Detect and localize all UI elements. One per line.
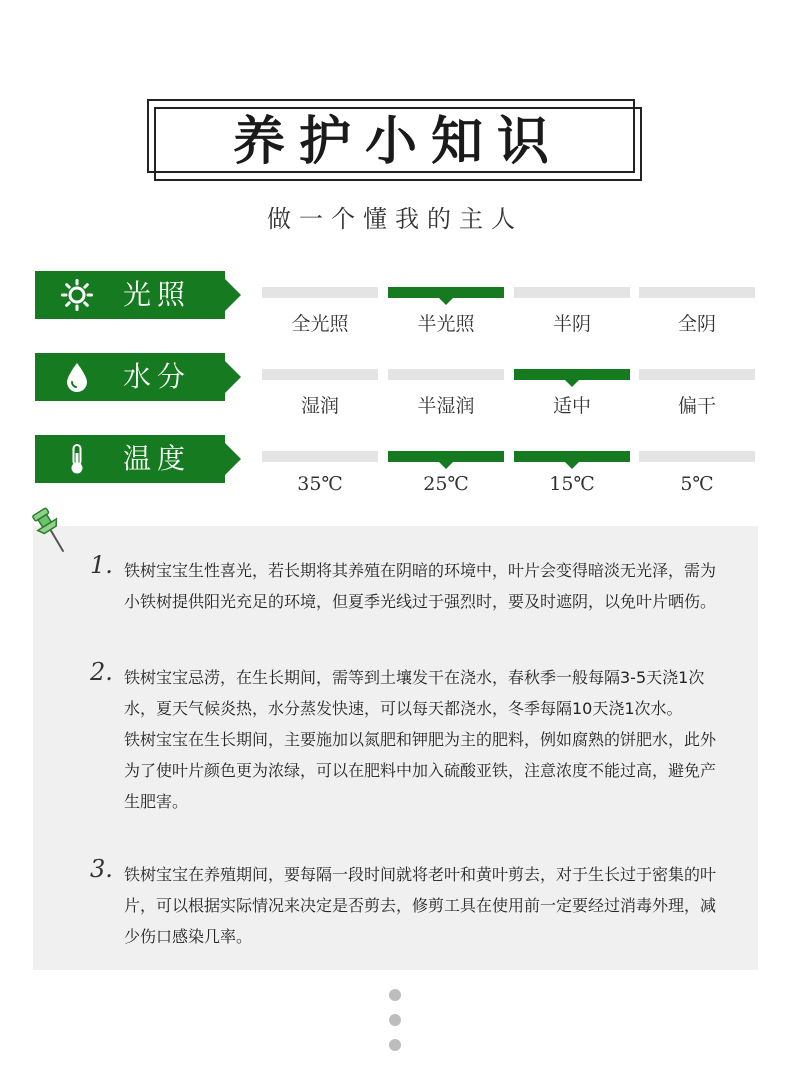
option-bar — [514, 287, 630, 298]
option-bar-selected — [514, 369, 630, 380]
tip-paragraph: 铁树宝宝忌涝，在生长期间，需等到土壤发干在浇水，春秋季一般每隔3-5天浇1次水，夏天气候炎热，水分蒸发快速，可以每天都浇水，冬季每隔10天浇1次水。 — [124, 668, 705, 718]
option-5c — [639, 451, 755, 501]
sun-icon — [61, 279, 93, 311]
tip-body — [124, 662, 724, 817]
option-label: 湿润 — [300, 395, 339, 417]
option-label: 适中 — [552, 395, 591, 417]
attribute-label: 光照 — [123, 278, 192, 311]
tip-paragraph: 铁树宝宝在养殖期间，要每隔一段时间就将老叶和黄叶剪去，对于生长过于密集的叶片，可以根据实际情况来决定是否剪去，修剪工具在使用前一定要经过消毒外理，减少伤口感染几率。 — [124, 865, 717, 946]
option-label: 偏干 — [677, 395, 716, 417]
option-bar — [639, 451, 755, 462]
option-35c — [262, 451, 378, 501]
attribute-row-light — [0, 271, 790, 335]
attribute-tab-light — [35, 271, 225, 319]
attribute-label: 水分 — [123, 360, 192, 393]
option-bar — [262, 369, 378, 380]
tip-body — [124, 859, 724, 952]
option-semi-moist — [388, 369, 504, 419]
option-label: 半光照 — [417, 313, 475, 335]
page-title: 养护小知识 — [232, 110, 563, 172]
decorative-dot — [389, 989, 401, 1001]
option-bar-selected — [514, 451, 630, 462]
option-moderate — [514, 369, 630, 419]
page-subtitle: 做一个懂我的主人 — [267, 205, 523, 233]
tip-number: 2. — [90, 658, 113, 686]
tip-number: 3. — [90, 855, 113, 883]
option-15c — [514, 451, 630, 501]
decorative-dot — [389, 1039, 401, 1051]
attribute-tab-water — [35, 353, 225, 401]
option-label: 25℃ — [423, 473, 469, 495]
option-partial-sun — [388, 287, 504, 337]
attribute-tab-temperature — [35, 435, 225, 483]
water-drop-icon — [61, 361, 93, 393]
tip-paragraph: 铁树宝宝在生长期间，主要施加以氮肥和钾肥为主的肥料，例如腐熟的饼肥水，此外为了使叶片颜色更为浓绿，可以在肥料中加入硫酸亚铁，注意浓度不能过高，避免产生肥害。 — [124, 730, 717, 811]
attribute-label: 温度 — [123, 442, 192, 475]
pushpin-icon — [30, 507, 74, 555]
option-label: 全光照 — [291, 313, 349, 335]
thermometer-icon — [61, 443, 93, 475]
option-bar — [388, 369, 504, 380]
attribute-row-temperature — [0, 435, 790, 495]
option-bar — [262, 287, 378, 298]
tip-body — [124, 555, 724, 617]
tip-number: 1. — [90, 551, 113, 579]
tip-paragraph: 铁树宝宝生性喜光，若长期将其养殖在阴暗的环境中，叶片会变得暗淡无光泽，需为小铁树提供阳光充足的环境，但夏季光线过于强烈时，要及时遮阴，以免叶片晒伤。 — [124, 561, 717, 611]
option-full-shade — [639, 287, 755, 337]
option-bar — [262, 451, 378, 462]
option-label: 全阴 — [677, 313, 716, 335]
option-label: 5℃ — [680, 473, 714, 495]
attribute-row-water — [0, 353, 790, 417]
decorative-dot — [389, 1014, 401, 1026]
option-bar-selected — [388, 287, 504, 298]
option-dry — [639, 369, 755, 419]
option-label: 半阴 — [552, 313, 591, 335]
option-moist — [262, 369, 378, 419]
option-label: 15℃ — [549, 473, 595, 495]
option-bar-selected — [388, 451, 504, 462]
option-25c — [388, 451, 504, 501]
option-bar — [639, 287, 755, 298]
option-label: 35℃ — [297, 473, 343, 495]
option-partial-shade — [514, 287, 630, 337]
option-label: 半湿润 — [417, 395, 475, 417]
option-bar — [639, 369, 755, 380]
option-full-sun — [262, 287, 378, 337]
